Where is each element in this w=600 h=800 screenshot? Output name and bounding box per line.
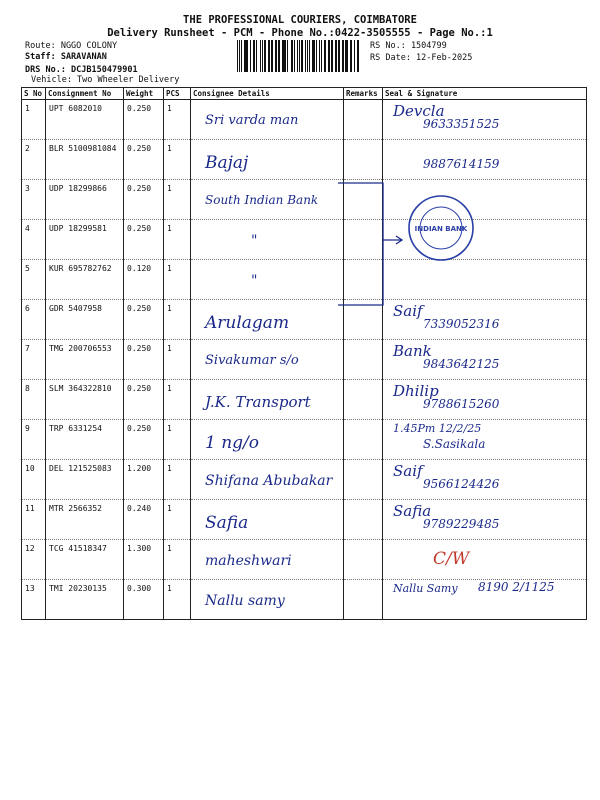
vehicle-label: Vehicle: Two Wheeler Delivery — [31, 75, 180, 85]
company-title: THE PROFESSIONAL COURIERS, COIMBATORE — [183, 14, 417, 26]
signature-phone: 7339052316 — [423, 317, 500, 331]
cell-signature — [383, 220, 587, 260]
table-row — [22, 540, 587, 580]
cell-pcs: 1 — [164, 220, 191, 260]
consignee-handwriting: Safia — [205, 513, 249, 533]
col-weight: Weight — [124, 88, 164, 100]
cell-signature — [383, 420, 587, 460]
table-row — [22, 180, 587, 220]
consignee-handwriting: " — [251, 233, 258, 249]
col-sno: S No — [22, 88, 46, 100]
signature-phone: 9633351525 — [423, 117, 500, 131]
cell-remarks — [344, 420, 383, 460]
cell-sno: 8 — [22, 380, 46, 420]
col-signature: Seal & Signature — [383, 88, 587, 100]
cell-consignee — [191, 300, 344, 340]
signature-handwriting: Nallu Samy — [393, 582, 458, 595]
cell-signature — [383, 500, 587, 540]
cell-signature — [383, 460, 587, 500]
cell-sno: 10 — [22, 460, 46, 500]
cell-consignee — [191, 100, 344, 140]
consignee-handwriting: 1 ng/o — [205, 433, 260, 453]
table-header-row — [22, 88, 587, 100]
rs-number: RS No.: 1504799 — [370, 41, 447, 51]
cell-pcs: 1 — [164, 140, 191, 180]
col-consignment: Consignment No — [46, 88, 124, 100]
cell-pcs: 1 — [164, 340, 191, 380]
cell-sno: 9 — [22, 420, 46, 460]
cell-sno: 13 — [22, 580, 46, 620]
cell-weight: 0.120 — [124, 260, 164, 300]
cell-signature — [383, 140, 587, 180]
cell-signature — [383, 100, 587, 140]
signature-phone: 9566124426 — [423, 477, 500, 491]
cell-signature — [383, 180, 587, 220]
cell-signature — [383, 540, 587, 580]
cell-remarks — [344, 580, 383, 620]
cell-pcs: 1 — [164, 460, 191, 500]
cell-sno: 7 — [22, 340, 46, 380]
cell-consignee — [191, 460, 344, 500]
table-row — [22, 460, 587, 500]
col-consignee: Consignee Details — [191, 88, 344, 100]
signature-phone: S.Sasikala — [423, 437, 486, 451]
cell-signature — [383, 380, 587, 420]
cell-signature — [383, 260, 587, 300]
cell-weight: 0.250 — [124, 340, 164, 380]
cell-consignee — [191, 340, 344, 380]
cell-consignee — [191, 540, 344, 580]
cell-weight: 0.250 — [124, 100, 164, 140]
staff-label: Staff: SARAVANAN — [25, 52, 107, 62]
cell-consignment-no: SLM 364322810 — [46, 380, 124, 420]
signature-phone: 9788615260 — [423, 397, 500, 411]
consignee-handwriting: Bajaj — [205, 153, 249, 173]
cell-remarks — [344, 340, 383, 380]
cell-pcs: 1 — [164, 300, 191, 340]
table-row — [22, 220, 587, 260]
consignee-handwriting: " — [251, 273, 258, 289]
cell-consignee — [191, 500, 344, 540]
cell-consignee — [191, 580, 344, 620]
cell-remarks — [344, 460, 383, 500]
col-pcs: PCS — [164, 88, 191, 100]
cell-consignment-no: TMG 200706553 — [46, 340, 124, 380]
cell-remarks — [344, 100, 383, 140]
table-row — [22, 340, 587, 380]
cell-consignee — [191, 420, 344, 460]
col-remarks: Remarks — [344, 88, 383, 100]
cell-consignee — [191, 220, 344, 260]
cell-weight: 0.250 — [124, 420, 164, 460]
cell-sno: 11 — [22, 500, 46, 540]
runsheet-subtitle: Delivery Runsheet - PCM - Phone No.:0422-3505555 - Page No.:1 — [107, 27, 493, 39]
cell-weight: 0.240 — [124, 500, 164, 540]
cell-consignment-no: BLR 5100981084 — [46, 140, 124, 180]
cell-sno: 6 — [22, 300, 46, 340]
cell-consignee — [191, 140, 344, 180]
cell-consignment-no: DEL 121525083 — [46, 460, 124, 500]
cell-sno: 1 — [22, 100, 46, 140]
signature-handwriting: 1.45Pm 12/2/25 — [393, 422, 482, 435]
table-row — [22, 260, 587, 300]
cell-consignment-no: GDR 5407958 — [46, 300, 124, 340]
signature-phone: 9789229485 — [423, 517, 500, 531]
cell-remarks — [344, 260, 383, 300]
cell-consignee — [191, 180, 344, 220]
consignee-handwriting: Shifana Abubakar — [205, 473, 333, 489]
consignee-handwriting: South Indian Bank — [205, 193, 319, 207]
runsheet-table — [21, 87, 587, 620]
route-label: Route: NGGO COLONY — [25, 41, 118, 51]
signature-handwriting: Safia — [393, 502, 432, 520]
cell-weight: 0.250 — [124, 180, 164, 220]
cell-consignment-no: TRP 6331254 — [46, 420, 124, 460]
cell-sno: 3 — [22, 180, 46, 220]
table-row — [22, 140, 587, 180]
cell-consignment-no: TCG 41518347 — [46, 540, 124, 580]
cell-pcs: 1 — [164, 420, 191, 460]
consignee-handwriting: J.K. Transport — [205, 393, 311, 411]
table-row — [22, 500, 587, 540]
signature-handwriting: Bank — [393, 342, 432, 360]
cell-consignment-no: KUR 695782762 — [46, 260, 124, 300]
signature-handwriting: Devcla — [393, 102, 445, 120]
table-row — [22, 100, 587, 140]
consignee-handwriting: Arulagam — [205, 313, 290, 333]
cell-consignment-no: MTR 2566352 — [46, 500, 124, 540]
cell-consignee — [191, 380, 344, 420]
cell-weight: 1.300 — [124, 540, 164, 580]
cell-signature — [383, 300, 587, 340]
cell-pcs: 1 — [164, 100, 191, 140]
cell-remarks — [344, 380, 383, 420]
rs-date: RS Date: 12-Feb-2025 — [370, 53, 473, 63]
consignee-handwriting: Sivakumar s/o — [205, 353, 299, 368]
signature-phone: 8190 2/1125 — [478, 580, 555, 594]
cell-pcs: 1 — [164, 540, 191, 580]
cell-sno: 2 — [22, 140, 46, 180]
signature-phone: 9843642125 — [423, 357, 500, 371]
cell-consignment-no: UDP 18299581 — [46, 220, 124, 260]
cell-weight: 0.250 — [124, 380, 164, 420]
cell-consignment-no: UPT 6082010 — [46, 100, 124, 140]
cell-remarks — [344, 140, 383, 180]
cell-remarks — [344, 220, 383, 260]
cell-sno: 5 — [22, 260, 46, 300]
cell-consignment-no: TMI 20230135 — [46, 580, 124, 620]
cell-weight: 1.200 — [124, 460, 164, 500]
cell-pcs: 1 — [164, 180, 191, 220]
barcode — [237, 40, 361, 72]
consignee-handwriting: Nallu samy — [205, 593, 285, 609]
consignee-handwriting: maheshwari — [205, 553, 292, 569]
signature-handwriting: Saif — [393, 302, 423, 320]
consignee-handwriting: Sri varda man — [205, 113, 299, 128]
cell-signature — [383, 580, 587, 620]
cell-pcs: 1 — [164, 500, 191, 540]
cell-pcs: 1 — [164, 380, 191, 420]
drs-number: DRS No.: DCJB150479901 — [25, 65, 138, 75]
signature-handwriting: Saif — [393, 462, 423, 480]
cell-signature — [383, 340, 587, 380]
signature-handwriting: C/W — [433, 549, 470, 569]
cell-pcs: 1 — [164, 260, 191, 300]
cell-sno: 12 — [22, 540, 46, 580]
cell-consignment-no: UDP 18299866 — [46, 180, 124, 220]
table-row — [22, 380, 587, 420]
svg-text:INDIAN BANK: INDIAN BANK — [414, 225, 468, 233]
cell-weight: 0.250 — [124, 300, 164, 340]
table-row — [22, 420, 587, 460]
cell-remarks — [344, 300, 383, 340]
cell-remarks — [344, 500, 383, 540]
signature-phone: 9887614159 — [423, 157, 500, 171]
cell-weight: 0.300 — [124, 580, 164, 620]
signature-handwriting: Dhilip — [393, 382, 439, 400]
cell-weight: 0.250 — [124, 140, 164, 180]
cell-weight: 0.250 — [124, 220, 164, 260]
table-row — [22, 300, 587, 340]
cell-pcs: 1 — [164, 580, 191, 620]
table-row — [22, 580, 587, 620]
cell-sno: 4 — [22, 220, 46, 260]
cell-remarks — [344, 180, 383, 220]
cell-remarks — [344, 540, 383, 580]
cell-consignee — [191, 260, 344, 300]
